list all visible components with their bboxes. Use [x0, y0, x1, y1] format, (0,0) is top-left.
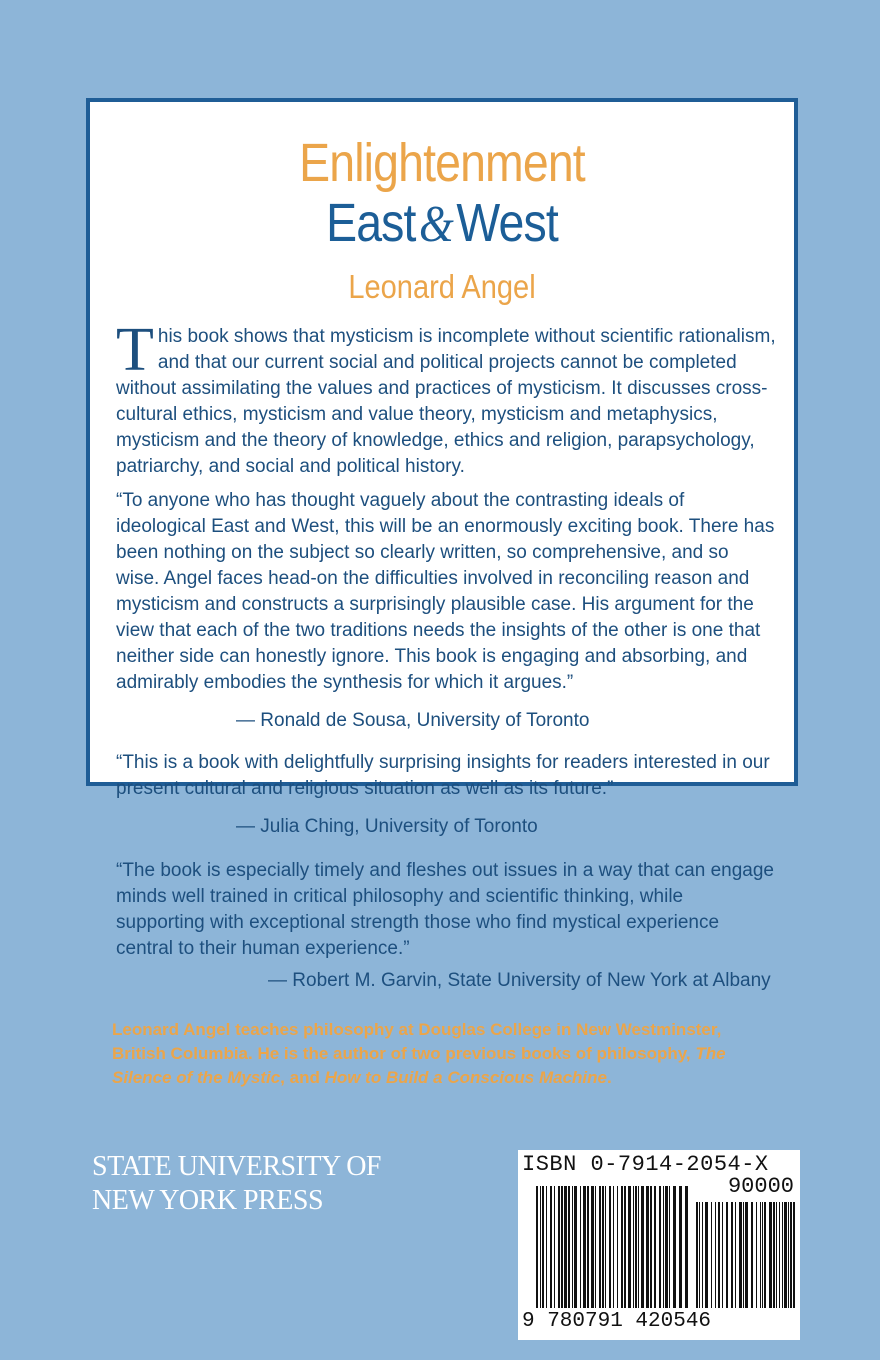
barcode-bar — [621, 1186, 623, 1308]
isbn-number: ISBN 0-7914-2054-X — [522, 1152, 769, 1177]
barcode-bar — [558, 1186, 560, 1308]
barcode-bar — [696, 1202, 698, 1308]
bio-text-1: Leonard Angel teaches philosophy at Douglas College in New Westminster, British Columbia. He is the author of two previous books of philosophy, — [112, 1020, 722, 1063]
barcode-bar — [702, 1202, 703, 1308]
price-code: 90000 — [727, 1174, 794, 1199]
barcode-bar — [659, 1186, 661, 1308]
barcode-bar — [542, 1186, 544, 1308]
barcode-bar — [654, 1186, 656, 1308]
barcode-bar — [743, 1202, 744, 1308]
bio-text-2: , and — [280, 1068, 325, 1087]
barcode-bar — [554, 1186, 555, 1308]
title-east: East — [326, 193, 416, 253]
barcode-bar — [679, 1186, 682, 1308]
barcode-bar — [602, 1186, 604, 1308]
barcode-bar — [617, 1186, 618, 1308]
barcode-bar — [779, 1202, 780, 1308]
barcode-bar — [550, 1186, 552, 1308]
barcode-bar — [536, 1186, 538, 1308]
description-text: his book shows that mysticism is incomplete without scientific rationalism, and that our current social and political projects cannot be completed without assimilating the values and practices of mysticism. It discusses cross-cultural ethics, mysticism and value theory, mysticism and metaphysics, mysticism and the theory of knowledge, ethics and religion, parapsychology, patriarchy, and social and political history. — [116, 326, 776, 477]
barcode-bar — [624, 1186, 626, 1308]
barcode-bar — [722, 1202, 723, 1308]
barcode-bar — [669, 1186, 670, 1308]
quote-garvin: “The book is especially timely and fleshes out issues in a way that can engage minds well trained in critical philosophy and scientific thinking, while supporting with exceptional strength those who find mystical experience central to their human experience.” — [116, 860, 774, 959]
barcode-bar — [665, 1186, 668, 1308]
barcode-bar — [663, 1186, 664, 1308]
barcode-bar — [646, 1186, 649, 1308]
ean-number: 9 780791 420546 — [522, 1310, 712, 1333]
book-title-line1: Enlightenment — [299, 133, 585, 193]
barcode-bar — [715, 1202, 716, 1308]
barcode-bar — [583, 1186, 586, 1308]
back-cover-panel — [86, 98, 798, 991]
barcode-bar — [595, 1186, 596, 1308]
barcode-bar — [790, 1202, 792, 1308]
barcode-box — [518, 1150, 800, 1340]
barcode-bar — [605, 1186, 606, 1308]
publisher-line2: NEW YORK PRESS — [92, 1185, 324, 1216]
book-description — [116, 316, 776, 480]
barcode-bar — [735, 1202, 736, 1308]
barcode-bar — [561, 1186, 563, 1308]
barcode-bar — [650, 1186, 652, 1308]
barcode-bar — [546, 1186, 547, 1308]
barcode-bar — [731, 1202, 733, 1308]
barcode-bar — [564, 1186, 567, 1308]
barcode-bar — [762, 1202, 763, 1308]
barcode-bar — [776, 1202, 777, 1308]
barcode-bar — [633, 1186, 634, 1308]
barcode-bar — [773, 1202, 775, 1308]
barcode-bar — [699, 1202, 700, 1308]
drop-cap: T — [116, 316, 154, 384]
barcode-bar — [580, 1186, 581, 1308]
barcode-bar — [751, 1202, 753, 1308]
barcode-bar — [673, 1186, 676, 1308]
barcode-bar — [613, 1186, 614, 1308]
bio-text-3: . — [607, 1068, 612, 1087]
barcode-bar — [591, 1186, 594, 1308]
bio-book-1: The Silence of the Mystic — [112, 1044, 726, 1087]
book-title-line2 — [139, 192, 744, 254]
barcode-bar — [599, 1186, 601, 1308]
barcode-bar — [568, 1186, 570, 1308]
barcode-bar — [788, 1202, 789, 1308]
title-west: West — [456, 193, 558, 253]
barcode-bar — [609, 1186, 611, 1308]
barcode-bar — [718, 1202, 720, 1308]
barcode-bar — [685, 1186, 688, 1308]
author-bio — [112, 1018, 772, 1090]
barcode-bar — [628, 1186, 631, 1308]
attribution-desousa: — Ronald de Sousa, University of Toronto — [236, 710, 590, 731]
barcode-bar — [793, 1202, 795, 1308]
barcode-bar — [760, 1202, 761, 1308]
barcode-bar — [638, 1186, 639, 1308]
barcode-bar — [540, 1186, 541, 1308]
bio-book-2: How to Build a Conscious Machine — [324, 1068, 607, 1087]
barcode-bar — [769, 1202, 772, 1308]
barcode-bar — [587, 1186, 589, 1308]
barcode-bar — [784, 1202, 787, 1308]
barcode-bar — [782, 1202, 783, 1308]
barcode-bar — [572, 1186, 573, 1308]
attribution-garvin: — Robert M. Garvin, State University of New York at Albany — [268, 970, 771, 991]
attribution-ching: — Julia Ching, University of Toronto — [236, 816, 538, 837]
barcode-bar — [705, 1202, 708, 1308]
barcode-bar — [726, 1202, 728, 1308]
barcode-bar — [641, 1186, 644, 1308]
barcode-bar — [745, 1202, 748, 1308]
title-ampersand: & — [419, 196, 453, 253]
quote-desousa: “To anyone who has thought vaguely about the contrasting ideals of ideological East and West, this will be an enormously exciting book. There has been nothing on the subject so clearly written, so comprehensive, and so wise. Angel faces head-on the difficulties involved in reconciling reason and mysticism and constructs a surprisingly plausible case. His argument for the view that each of the two traditions needs the insights of the other is one that neither side can honestly ignore. This book is engaging and absorbing, and admirably embodies the synthesis for which it argues.” — [116, 490, 775, 693]
publisher-name — [92, 1150, 381, 1218]
barcode-bar — [635, 1186, 637, 1308]
publisher-line1: STATE UNIVERSITY OF — [92, 1151, 381, 1182]
author-name: Leonard Angel — [348, 268, 536, 305]
quote-ching: “This is a book with delightfully surprising insights for readers interested in our present cultural and religious situation as well as its future.” — [116, 752, 770, 799]
barcode-bar — [574, 1186, 577, 1308]
barcode-bar — [764, 1202, 766, 1308]
barcode-bar — [739, 1202, 742, 1308]
barcode-bar — [711, 1202, 712, 1308]
barcode-bar — [756, 1202, 757, 1308]
